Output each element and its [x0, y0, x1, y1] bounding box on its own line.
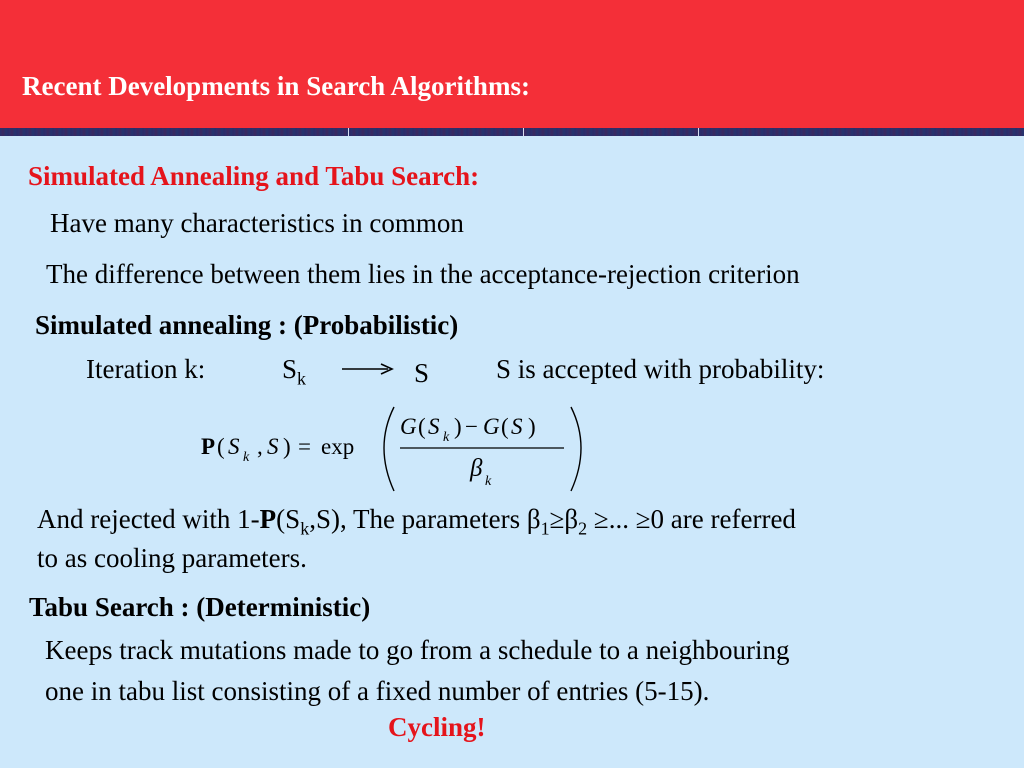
rejected-sub-2: 2	[578, 518, 588, 539]
formula-lhs-S: S	[228, 434, 240, 459]
transition-arrow-icon	[340, 362, 396, 376]
formula-num-close2: )	[528, 414, 536, 439]
formula-lhs-close: )	[283, 434, 291, 459]
formula-num-open1: (	[418, 414, 426, 439]
rejected-after-k: ,S), The parameters β	[309, 504, 541, 534]
acceptance-probability-formula	[198, 404, 598, 498]
formula-num-G2: G	[483, 414, 500, 439]
title-divider-band	[0, 128, 1024, 136]
formula-den-k: k	[485, 474, 492, 489]
rejected-line-2: to as cooling parameters.	[37, 543, 307, 573]
formula-num-S2: S	[511, 414, 523, 439]
band-tick	[348, 128, 349, 136]
rejected-sub-k: k	[300, 518, 310, 539]
band-tick	[698, 128, 699, 136]
formula-den-beta: β	[470, 455, 483, 482]
formula-num-open2: (	[501, 414, 509, 439]
rejected-mid: (S	[276, 504, 301, 534]
formula-minus: −	[465, 414, 478, 439]
rejected-P: P	[259, 504, 277, 534]
formula-lhs-S2: S	[267, 434, 279, 459]
formula-num-G1: G	[400, 414, 417, 439]
from-state-base: S	[282, 354, 298, 384]
formula-lhs-open: (	[217, 434, 225, 459]
formula-right-paren	[571, 407, 581, 491]
rejected-tail: ≥... ≥0 are referred	[587, 504, 796, 534]
formula-left-paren	[384, 407, 394, 491]
rejected-prefix: And rejected with 1-	[37, 504, 260, 534]
formula-exp: exp	[321, 434, 355, 459]
slide-title: Recent Developments in Search Algorithms:	[22, 71, 530, 101]
rejected-sub-1: 1	[540, 518, 550, 539]
difference-text: The difference between them lies in the acceptance-rejection criterion	[46, 259, 800, 289]
formula-num-close1: )	[454, 414, 462, 439]
rejected-geq1: ≥β	[549, 504, 579, 534]
from-state-subscript: k	[297, 368, 307, 389]
formula-lhs-k: k	[243, 450, 250, 465]
band-tick	[523, 128, 524, 136]
rejected-line-1	[37, 504, 796, 539]
from-state	[282, 354, 306, 389]
formula-num-S: S	[428, 414, 440, 439]
formula-equals: =	[298, 434, 311, 459]
ts-heading: Tabu Search : (Deterministic)	[29, 592, 371, 622]
accepted-text: S is accepted with probability:	[496, 354, 825, 384]
ts-line-2: one in tabu list consisting of a fixed number of entries (5-15).	[45, 676, 710, 706]
formula-P: P	[201, 434, 216, 459]
iteration-label: Iteration k:	[86, 354, 206, 384]
formula-num-k: k	[443, 430, 450, 445]
to-state: S	[414, 358, 430, 388]
cycling-note: Cycling!	[388, 712, 486, 742]
sa-heading: Simulated annealing : (Probabilistic)	[35, 310, 459, 340]
ts-line-1: Keeps track mutations made to go from a schedule to a neighbouring	[45, 635, 790, 665]
sa-ts-heading: Simulated Annealing and Tabu Search:	[28, 161, 480, 191]
title-bar	[0, 0, 1024, 129]
formula-lhs-comma: ,	[257, 434, 263, 459]
common-text: Have many characteristics in common	[50, 208, 464, 238]
